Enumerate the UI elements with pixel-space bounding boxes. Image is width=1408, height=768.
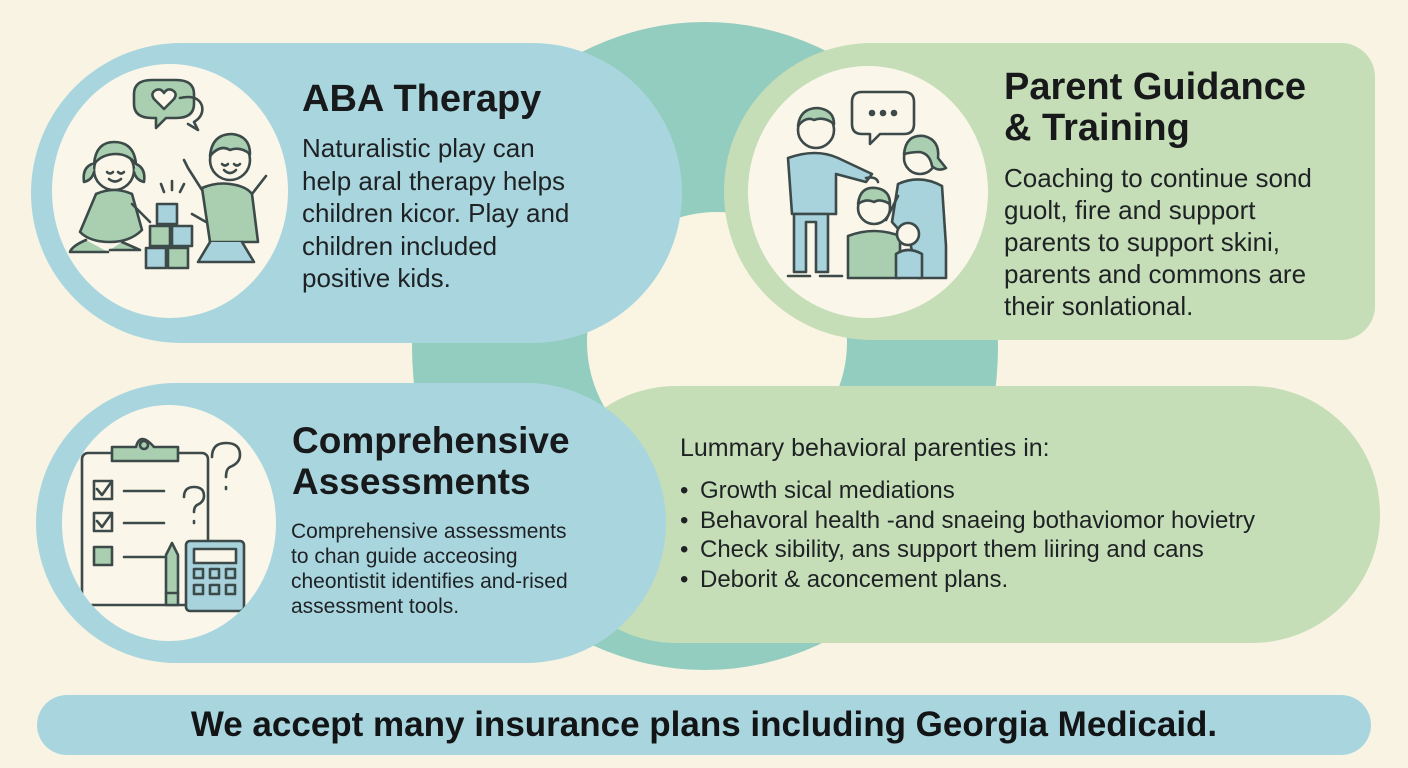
list-item-text: Behavoral health -and snaeing bothaviomor hovietry <box>700 506 1256 534</box>
bullet: • <box>680 565 689 593</box>
aba-therapy-title: ABA Therapy <box>302 78 542 120</box>
family-coaching-icon <box>748 66 988 318</box>
parent-line: parents and commons are <box>1004 259 1307 289</box>
parent-line: guolt, fire and support <box>1004 195 1256 225</box>
assess-line: to chan guide acceosing <box>291 545 518 568</box>
aba-therapy-description <box>302 132 569 295</box>
aba-line: Naturalistic play can <box>302 133 535 163</box>
aba-line: children included <box>302 230 498 261</box>
aba-line: positive kids. <box>302 263 451 293</box>
bullet: • <box>680 477 689 504</box>
insurance-banner-text: We accept many insurance plans including Georgia Medicaid. <box>190 705 1218 744</box>
bullet: • <box>680 506 689 534</box>
list-item-text: Deborit & aconcement plans. <box>700 565 1009 593</box>
clipboard-calculator-icon <box>62 405 276 641</box>
parent-guidance-title <box>1004 67 1306 149</box>
parent-guidance-description <box>1004 162 1312 322</box>
aba-line: children kicor. Play and <box>302 198 570 228</box>
assessments-title-line: Assessments <box>292 461 531 502</box>
children-playing-blocks-icon <box>52 64 288 318</box>
insurance-banner <box>37 695 1371 755</box>
list-item-text: Check sibility, ans support them liiring and cans <box>700 536 1204 563</box>
parent-line: Coaching to continue sond <box>1004 163 1312 193</box>
summary-heading: Lummary behavioral parenties in: <box>680 434 1050 462</box>
assessments-title-line: Comprehensive <box>292 420 570 461</box>
list-item <box>680 535 1255 565</box>
list-item-text: Growth sical mediations <box>700 477 955 504</box>
parent-line: their sonlational. <box>1004 291 1194 321</box>
assess-line: assessment tools. <box>291 595 460 618</box>
assessments-description <box>291 519 568 619</box>
assess-line: cheontistit identifies and-rised <box>291 570 568 593</box>
aba-line: help aral therapy helps <box>302 165 566 196</box>
list-item <box>680 506 1255 536</box>
list-item <box>680 476 1255 506</box>
assess-line: Comprehensive assessments <box>291 520 567 543</box>
bullet: • <box>680 536 689 563</box>
assessments-title <box>292 420 570 502</box>
parent-guidance-title-line: Parent Guidance <box>1004 66 1306 108</box>
parent-guidance-title-line: & Training <box>1004 107 1190 149</box>
parent-line: parents to support skini, <box>1004 227 1281 257</box>
summary-list <box>680 476 1255 594</box>
list-item <box>680 565 1255 595</box>
